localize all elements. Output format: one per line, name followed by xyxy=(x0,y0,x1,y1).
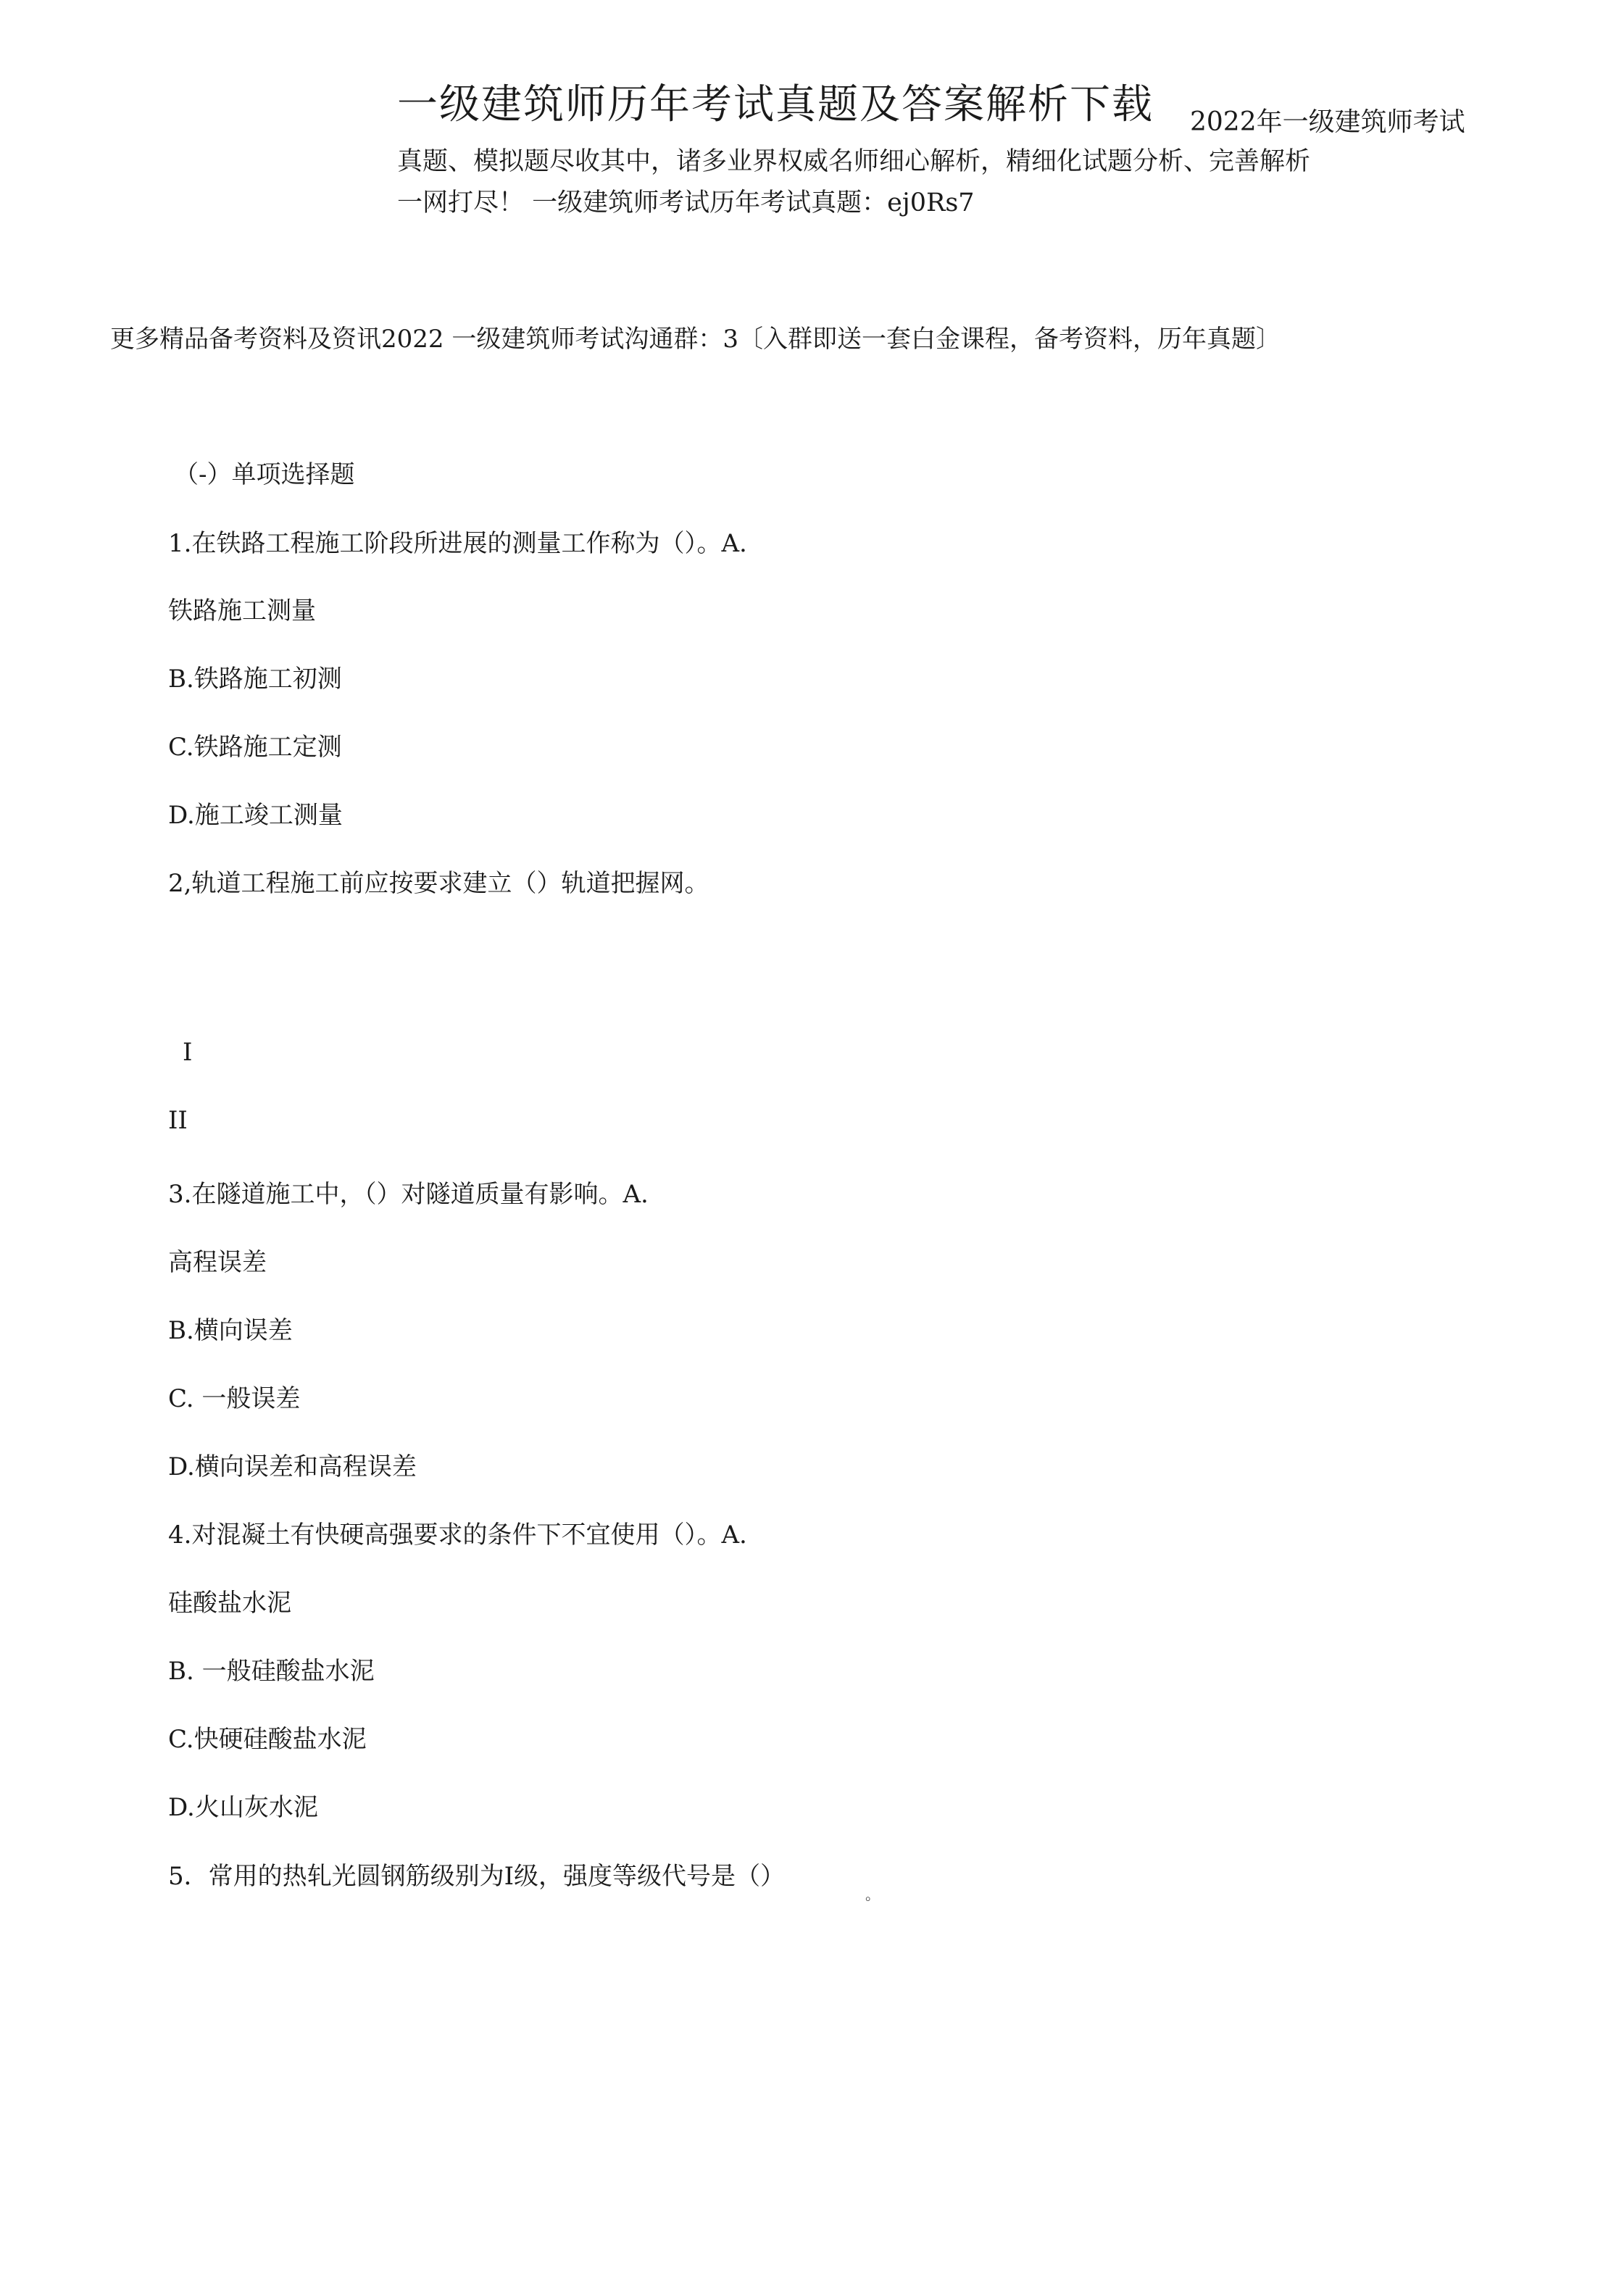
intro-line-2: 一网打尽！ 一级建筑师考试历年考试真题：ej0Rs7 xyxy=(397,188,975,217)
question-2-option: I xyxy=(183,1038,193,1067)
question-1-option: B.铁路施工初测 xyxy=(168,665,342,694)
page-title: 一级建筑师历年考试真题及答案解析下载 xyxy=(397,81,1154,128)
promo-text: 更多精品备考资料及资讯2022 一级建筑师考试沟通群：3〔入群即送一套白金课程，备考资料，历年真题〕 xyxy=(110,325,1281,354)
section-title: （-）单项选择题 xyxy=(174,460,355,489)
question-3-option: D.横向误差和高程误差 xyxy=(168,1452,417,1481)
question-4-option: 硅酸盐水泥 xyxy=(168,1589,291,1618)
intro-line-1: 真题、模拟题尽收其中，诸多业界权威名师细心解析，精细化试题分析、完善解析 xyxy=(397,147,1311,176)
question-1-stem: 1.在铁路工程施工阶段所进展的测量工作称为（）。A. xyxy=(168,529,747,558)
question-3-stem: 3.在隧道施工中，（）对隧道质量有影响。A. xyxy=(168,1180,649,1209)
question-4-stem: 4.对混凝土有快硬高强要求的条件下不宜使用（）。A. xyxy=(168,1521,747,1550)
question-3-option: B.横向误差 xyxy=(168,1316,293,1345)
question-5-stem: 5．常用的热轧光圆钢筋级别为Ⅰ级，强度等级代号是（） xyxy=(168,1862,786,1891)
question-1-option: 铁路施工测量 xyxy=(168,596,316,625)
question-3-option: 高程误差 xyxy=(168,1248,267,1277)
question-1-option: C.铁路施工定测 xyxy=(168,733,342,762)
question-3-option: C. 一般误差 xyxy=(168,1384,301,1413)
question-4-option: D.火山灰水泥 xyxy=(168,1793,318,1822)
question-4-option: B. 一般硅酸盐水泥 xyxy=(168,1657,375,1686)
question-5-trailing-mark: 。 xyxy=(865,1886,880,1903)
question-4-option: C.快硬硅酸盐水泥 xyxy=(168,1725,367,1754)
question-2-stem: 2,轨道工程施工前应按要求建立（）轨道把握网。 xyxy=(168,869,709,898)
question-2-option: II xyxy=(168,1106,188,1135)
title-tail: 2022年一级建筑师考试 xyxy=(1190,107,1465,137)
question-1-option: D.施工竣工测量 xyxy=(168,801,343,830)
